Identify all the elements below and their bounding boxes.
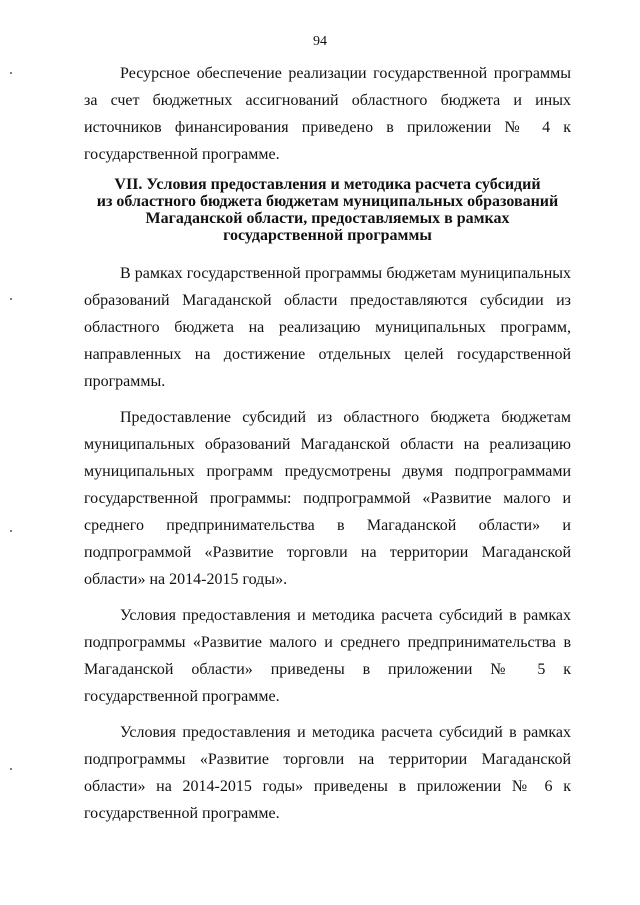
paragraph-resource-provision: Ресурсное обеспечение реализации государственной программы за счет бюджетных ассигнований областного бюджета и иных источников финансирования приведено в приложении № 4 к государственной программе. (84, 65, 571, 163)
paragraph-appendix-5: Условия предоставления и методика расчета субсидий в рамках подпрограммы «Развитие малого и среднего предпринимательства в Магаданской области» приведены в приложении № 5 к государственной программе. (84, 607, 571, 705)
page-number: 94 (313, 34, 327, 49)
section-heading (84, 176, 571, 244)
margin-mark (10, 768, 12, 770)
margin-mark (10, 298, 12, 300)
section-heading-line: VII. Условия предоставления и методика расчета субсидий (114, 176, 541, 193)
section-heading-line: из областного бюджета бюджетам муниципальных образований (96, 193, 559, 210)
margin-mark (10, 72, 12, 74)
paragraph-appendix-6: Условия предоставления и методика расчета субсидий в рамках подпрограммы «Развитие торговли на территории Магаданской области» на 2014-2015 годы» приведены в приложении № 6 к государственной программе. (84, 724, 571, 822)
section-heading-line: Магаданской области, предоставляемых в рамках (145, 210, 510, 227)
paragraph-subsidies-overview: В рамках государственной программы бюджетам муниципальных образований Магаданской области предоставляются субсидии из областного бюджета на реализацию муниципальных программ, направленных на достижение отдельных целей государственной программы. (84, 265, 571, 390)
margin-mark (10, 530, 12, 532)
document-body (84, 60, 571, 827)
paragraph-subprograms: Предоставление субсидий из областного бюджета бюджетам муниципальных образований Магаданской области на реализацию муниципальных программ предусмотрены двумя подпрограммами государственной программы: подпрограммой «Развитие малого и среднего предпринимательства в Магаданской области» и подпрограммой «Развитие торговли на территории Магаданской области» на 2014-2015 годы». (84, 409, 571, 588)
section-heading-line: государственной программы (223, 227, 432, 244)
